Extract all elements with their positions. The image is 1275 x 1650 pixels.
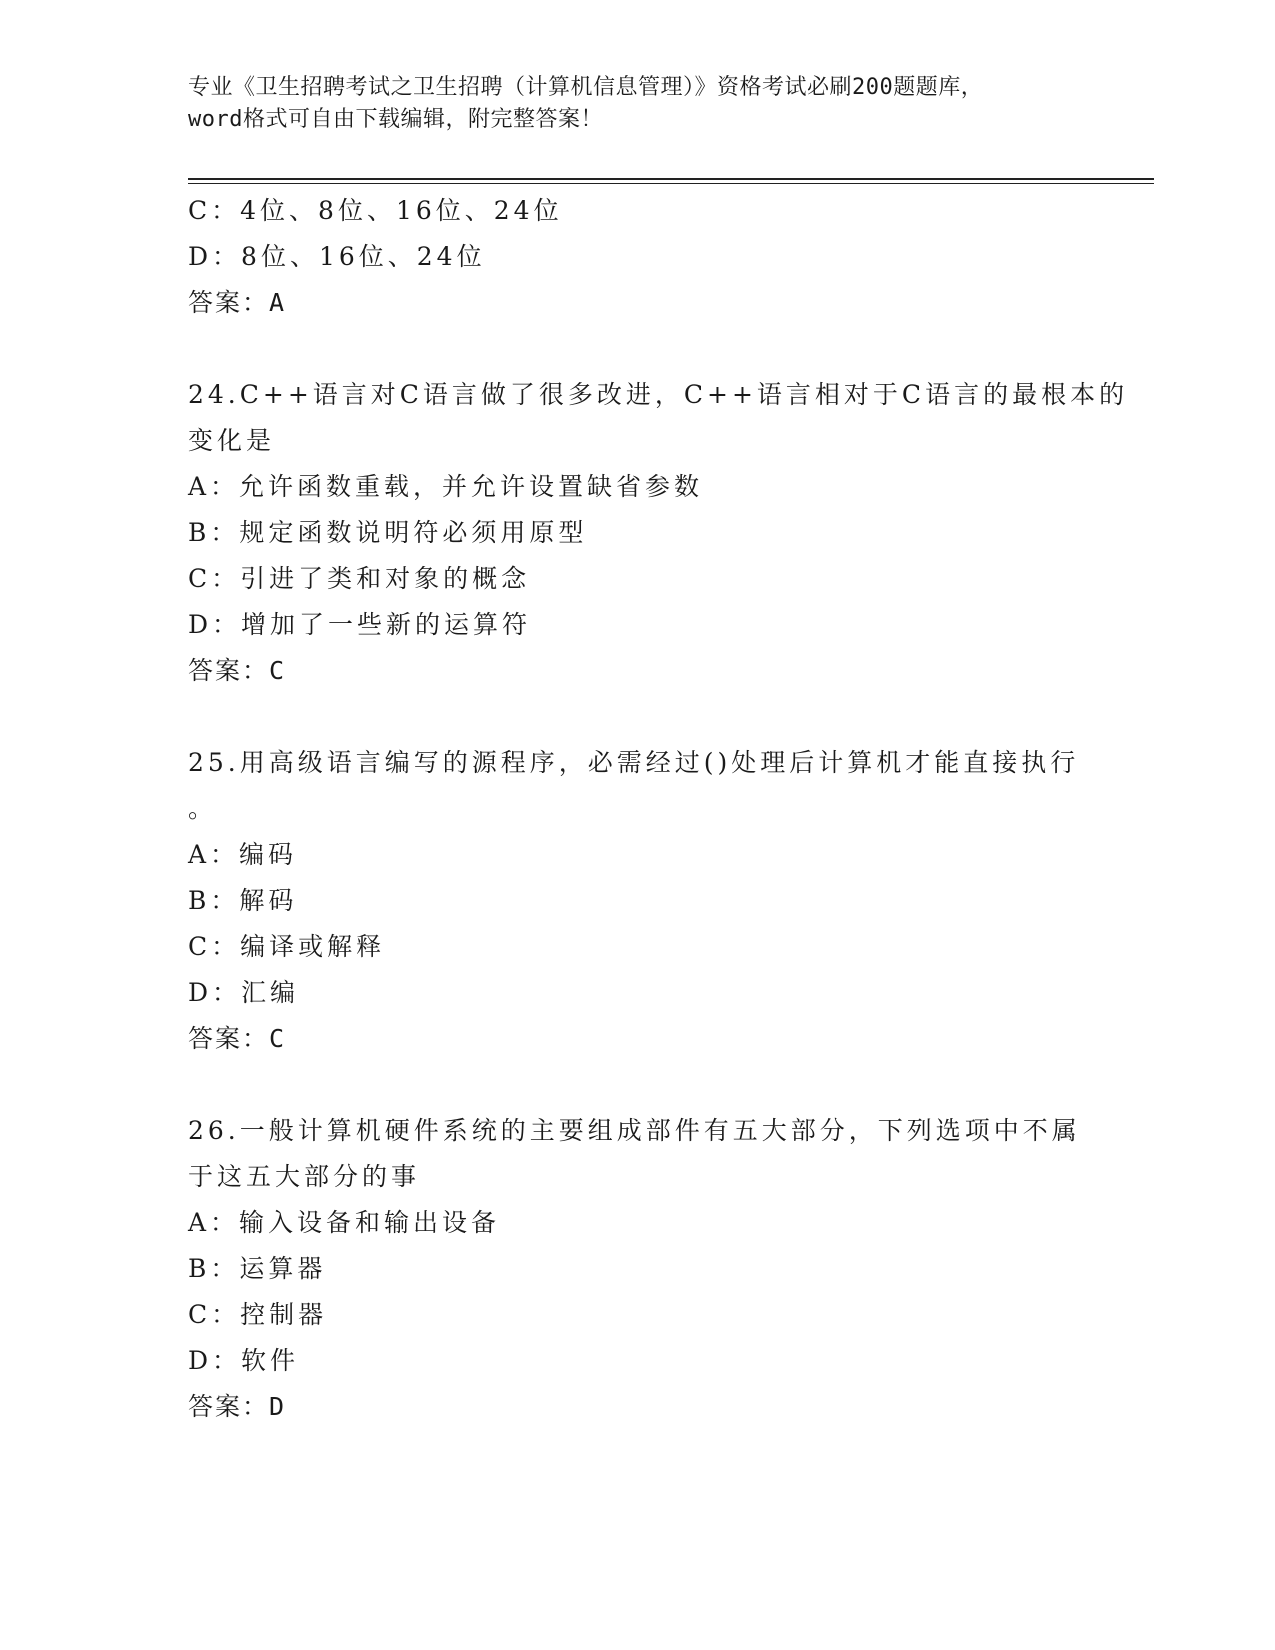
option-d: D：汇编 [188,978,300,1007]
question-stem-continued: 于这五大部分的事 [188,1162,421,1191]
option-d: D：8位、16位、24位 [188,242,486,271]
answer: 答案：C [188,1024,287,1053]
option-b: B：解码 [188,886,298,915]
header-line-1: 专业《卫生招聘考试之卫生招聘（计算机信息管理）》资格考试必刷200题题库， [188,75,984,100]
option-a: A：编码 [188,840,298,869]
header-divider-thick [188,178,1154,180]
question-24 [188,372,1129,694]
header-divider-thin [188,183,1154,184]
option-c: C：4位、8位、16位、24位 [188,196,563,225]
option-c: C：编译或解释 [188,932,386,961]
option-b: B：运算器 [188,1254,327,1283]
document-header [188,72,1088,136]
answer: 答案：C [188,656,287,685]
answer: 答案：A [188,288,287,317]
question-stem-continued: 变化是 [188,426,276,455]
question-stem-continued: 。 [188,794,218,823]
question-25 [188,740,1088,1062]
question-stem: 24.C++语言对C语言做了很多改进，C++语言相对于C语言的最根本的 [188,380,1129,409]
option-d: D：增加了一些新的运算符 [188,610,532,639]
question-content [188,188,1129,1430]
option-a: A：输入设备和输出设备 [188,1208,501,1237]
option-d: D：软件 [188,1346,300,1375]
question-stem: 26.一般计算机硬件系统的主要组成部件有五大部分，下列选项中不属 [188,1116,1081,1145]
option-c: C：控制器 [188,1300,328,1329]
header-line-2: word格式可自由下载编辑，附完整答案！ [188,107,603,132]
question-26 [188,1108,1088,1430]
option-a: A：允许函数重载，并允许设置缺省参数 [188,472,704,501]
option-b: B：规定函数说明符必须用原型 [188,518,588,547]
question-stem: 25.用高级语言编写的源程序，必需经过()处理后计算机才能直接执行 [188,748,1080,777]
option-c: C：引进了类和对象的概念 [188,564,531,593]
answer: 答案：D [188,1392,287,1421]
